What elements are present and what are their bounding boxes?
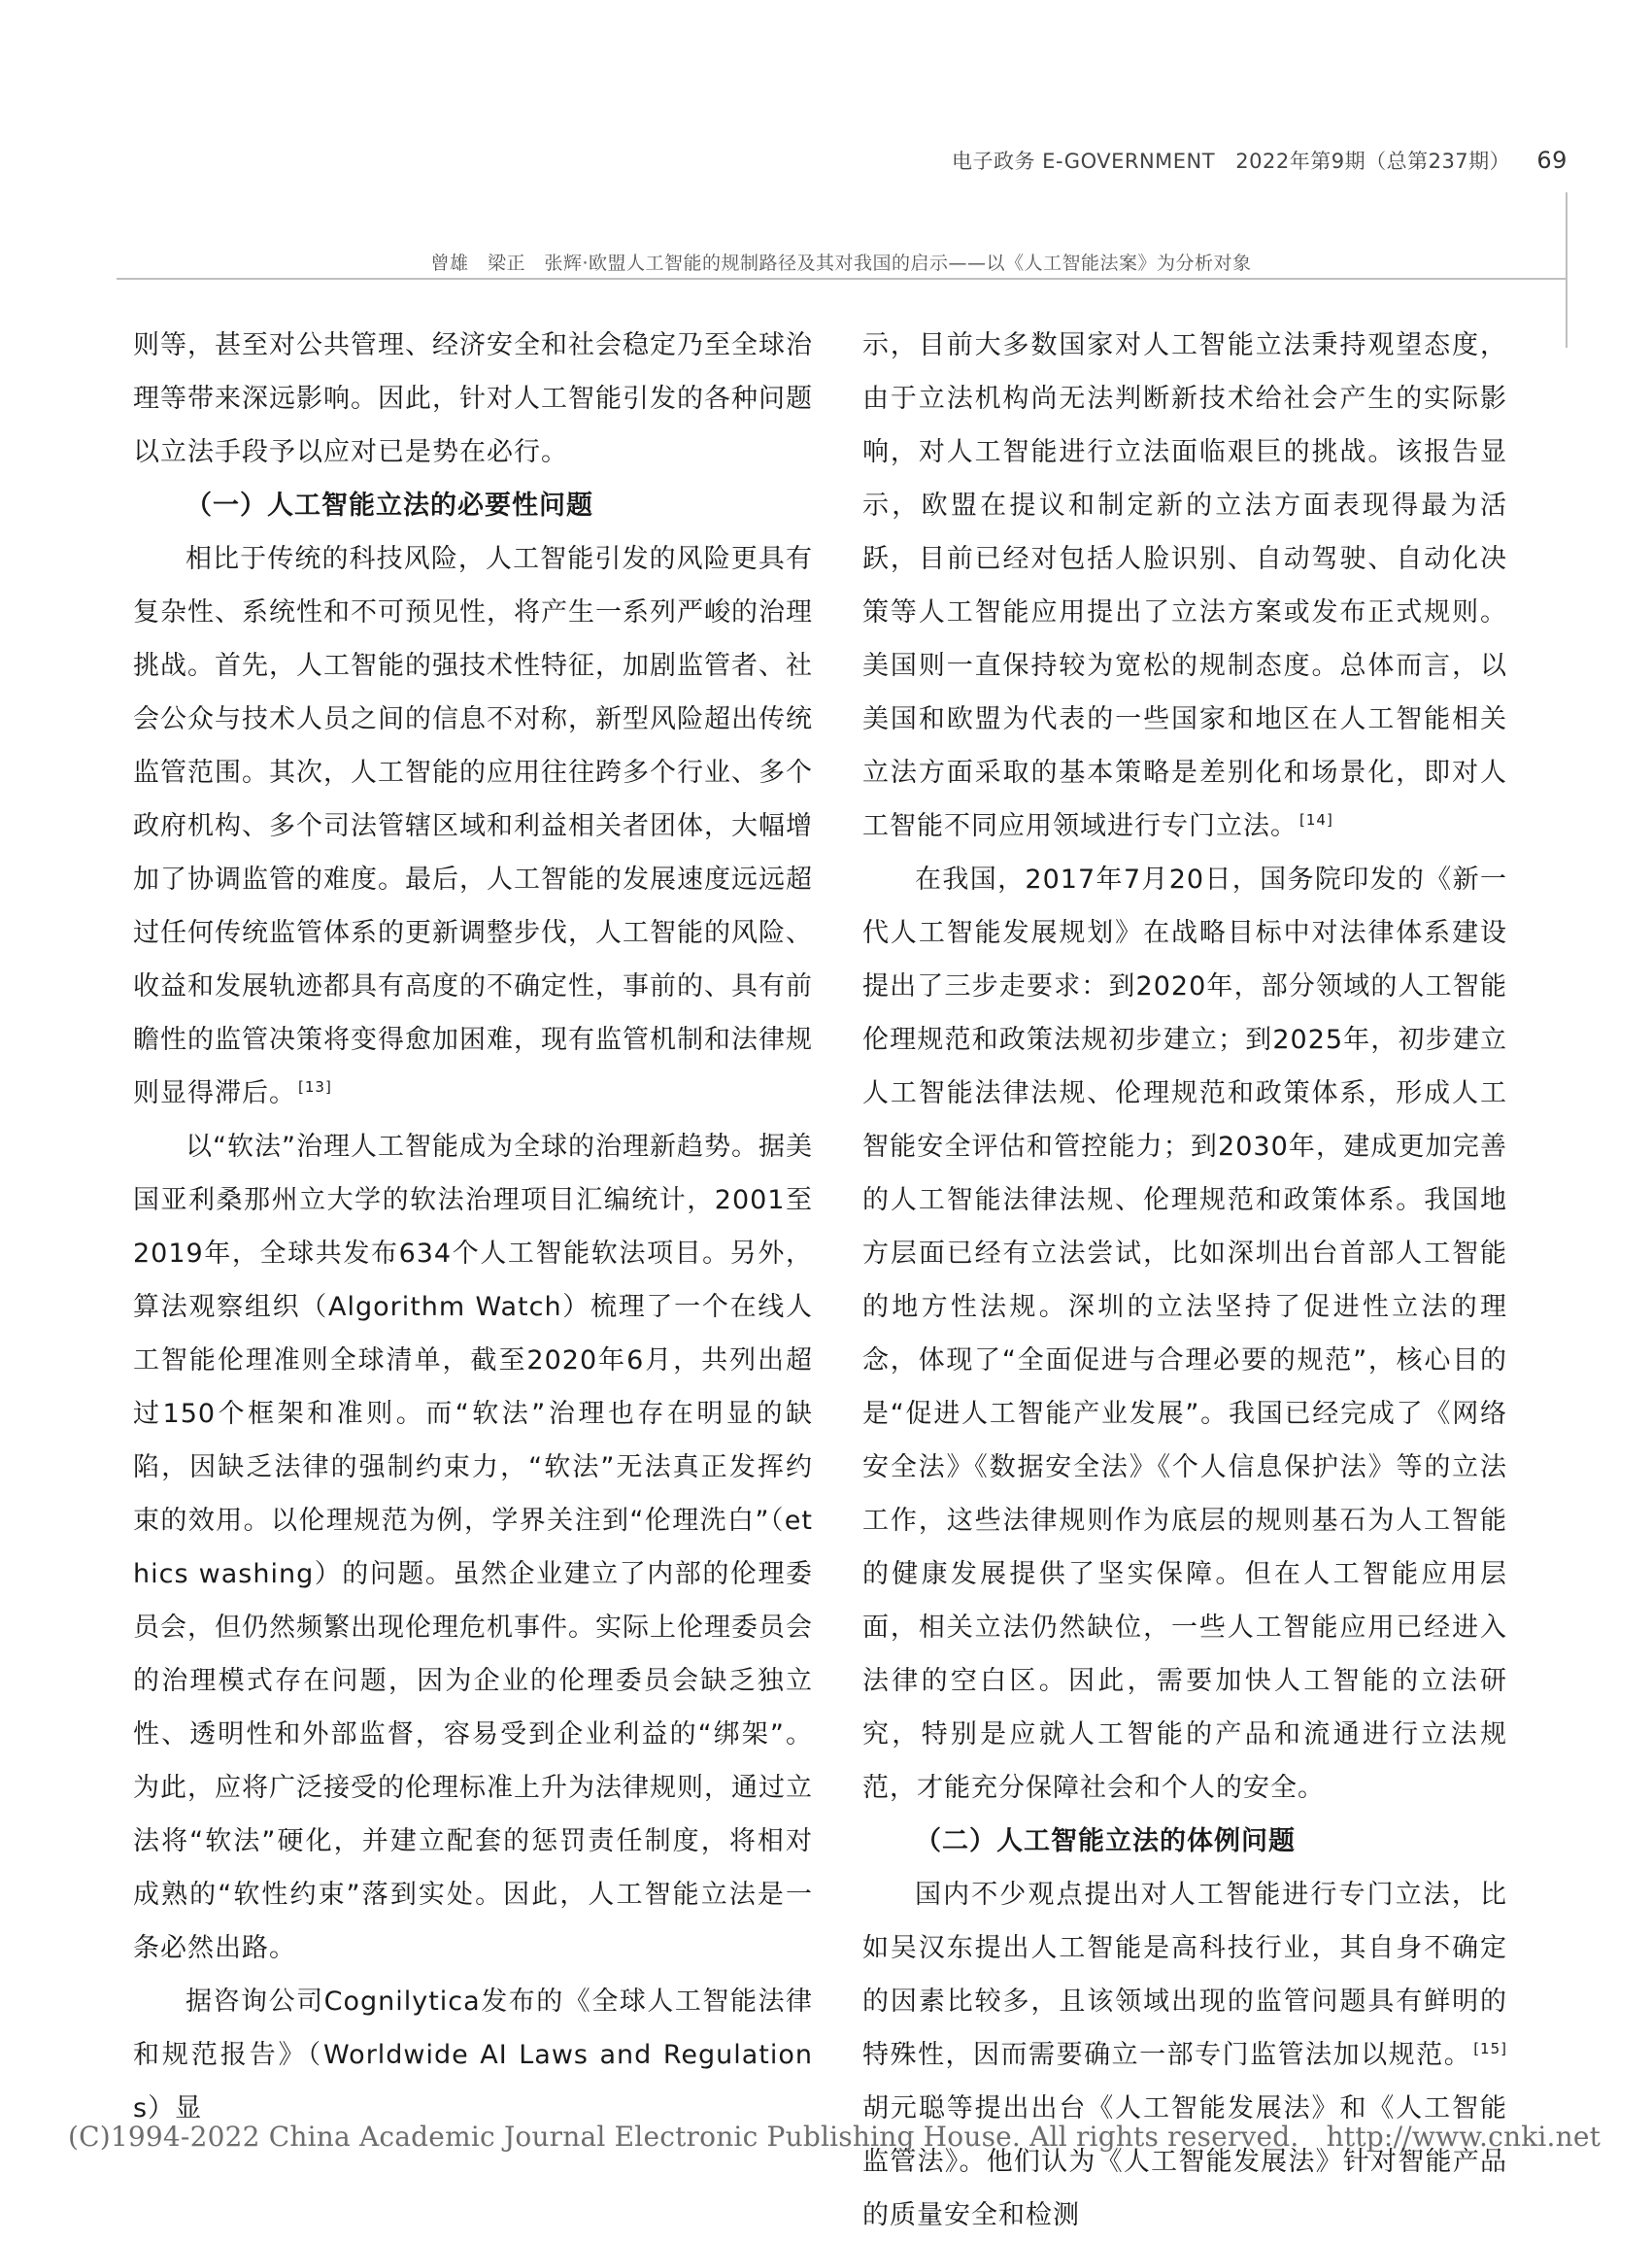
paragraph: 据咨询公司Cognilytica发布的《全球人工智能法律和规范报告》（Worldwide AI Laws and Regulations）显 [133,1987,813,2123]
right-column [862,319,1507,2242]
header-divider [117,278,1568,280]
paragraph-text: 示，目前大多数国家对人工智能立法秉持观望态度，由于立法机构尚无法判断新技术给社会产生的实际影响，对人工智能进行立法面临艰巨的挑战。该报告显示，欧盟在提议和制定新的立法方面表现得最为活跃，目前已经对包括人脸识别、自动驾驶、自动化决策等人工智能应用提出了立法方案或发布正式规则。美国则一直保持较为宽松的规制态度。总体而言，以美国和欧盟为代表的一些国家和地区在人工智能相关立法方面采取的基本策略是差别化和场景化，即对人工智能不同应用领域进行专门立法。 [862,330,1507,841]
paragraph-text: 相比于传统的科技风险，人工智能引发的风险更具有复杂性、系统性和不可预见性，将产生一系列严峻的治理挑战。首先，人工智能的强技术性特征，加剧监管者、社会公众与技术人员之间的信息不对称，新型风险超出传统监管范围。其次，人工智能的应用往往跨多个行业、多个政府机构、多个司法管辖区域和利益相关者团体，大幅增加了协调监管的难度。最后，人工智能的发展速度远远超过任何传统监管体系的更新调整步伐，人工智能的风险、收益和发展轨迹都具有高度的不确定性，事前的、具有前瞻性的监管决策将变得愈加困难，现有监管机制和法律规则显得滞后。 [133,544,813,1108]
paragraph: 在我国，2017年7月20日，国务院印发的《新一代人工智能发展规划》在战略目标中对法律体系建设提出了三步走要求：到2020年，部分领域的人工智能伦理规范和政策法规初步建立；到2025年，初步建立人工智能法律法规、伦理规范和政策体系，形成人工智能安全评估和管控能力；到2030年，建成更加完善的人工智能法律法规、伦理规范和政策体系。我国地方层面已经有立法尝试，比如深圳出台首部人工智能的地方性法规。深圳的立法坚持了促进性立法的理念，体现了“全面促进与合理必要的规范”，核心目的是“促进人工智能产业发展”。我国已经完成了《网络安全法》《数据安全法》《个人信息保护法》等的立法工作，这些法律规则作为底层的规则基石为人工智能的健康发展提供了坚实保障。但在人工智能应用层面，相关立法仍然缺位，一些人工智能应用已经进入法律的空白区。因此，需要加快人工智能的立法研究，特别是应就人工智能的产品和流通进行立法规范，才能充分保障社会和个人的安全。 [862,865,1507,1803]
citation-ref: [15] [1473,2040,1507,2057]
copyright-footer: (C)1994-2022 China Academic Journal Electronic Publishing House. All rights reserved. http://www.cnki.net [68,2121,1601,2153]
paragraph [133,532,813,1120]
paragraph [862,319,1507,853]
journal-header [952,146,1568,185]
citation-ref: [14] [1299,811,1333,829]
journal-name: 电子政务 E-GOVERNMENT [952,150,1216,173]
section-heading: （一）人工智能立法的必要性问题 [185,491,593,521]
running-title: 曾雄 梁正 张辉·欧盟人工智能的规制路径及其对我国的启示——以《人工智能法案》为分析对象 [430,253,1252,274]
paragraph: 以“软法”治理人工智能成为全球的治理新趋势。据美国亚利桑那州立大学的软法治理项目汇编统计，2001至2019年，全球共发布634个人工智能软法项目。另外，算法观察组织（Algorithm Watch）梳理了一个在线人工智能伦理准则全球清单，截至2020年6月，共列出超过150个框架和准则。而“软法”治理也存在明显的缺陷，因缺乏法律的强制约束力，“软法”无法真正发挥约束的效用。以伦理规范为例，学界关注到“伦理洗白”（ethics washing）的问题。虽然企业建立了内部的伦理委员会，但仍然频繁出现伦理危机事件。实际上伦理委员会的治理模式存在问题，因为企业的伦理委员会缺乏独立性、透明性和外部监督，容易受到企业利益的“绑架”。为此，应将广泛接受的伦理标准上升为法律规则，通过立法将“软法”硬化，并建立配套的惩罚责任制度，将相对成熟的“软性约束”落到实处。因此，人工智能立法是一条必然出路。 [133,1132,813,1963]
issue-info: 2022年第9期（总第237期） [1235,150,1511,173]
paragraph-text: 国内不少观点提出对人工智能进行专门立法，比如吴汉东提出人工智能是高科技行业，其自身不确定的因素比较多，且该领域出现的监管问题具有鲜明的特殊性，因而需要确立一部专门监管法加以规范。 [862,1880,1507,2070]
left-column [133,319,813,2135]
citation-ref: [13] [298,1078,332,1096]
paragraph: 则等，甚至对公共管理、经济安全和社会稳定乃至全球治理等带来深远影响。因此，针对人工智能引发的各种问题以立法手段予以应对已是势在必行。 [133,330,813,467]
page-number: 69 [1536,147,1568,174]
section-heading: （二）人工智能立法的体例问题 [915,1826,1296,1856]
header-vertical-rule [1566,192,1568,348]
paragraph [862,1868,1507,2242]
paragraph-text: 胡元聪等提出出台《人工智能发展法》和《人工智能监管法》。他们认为《人工智能发展法》针对智能产品的质量安全和检测 [862,2093,1507,2230]
